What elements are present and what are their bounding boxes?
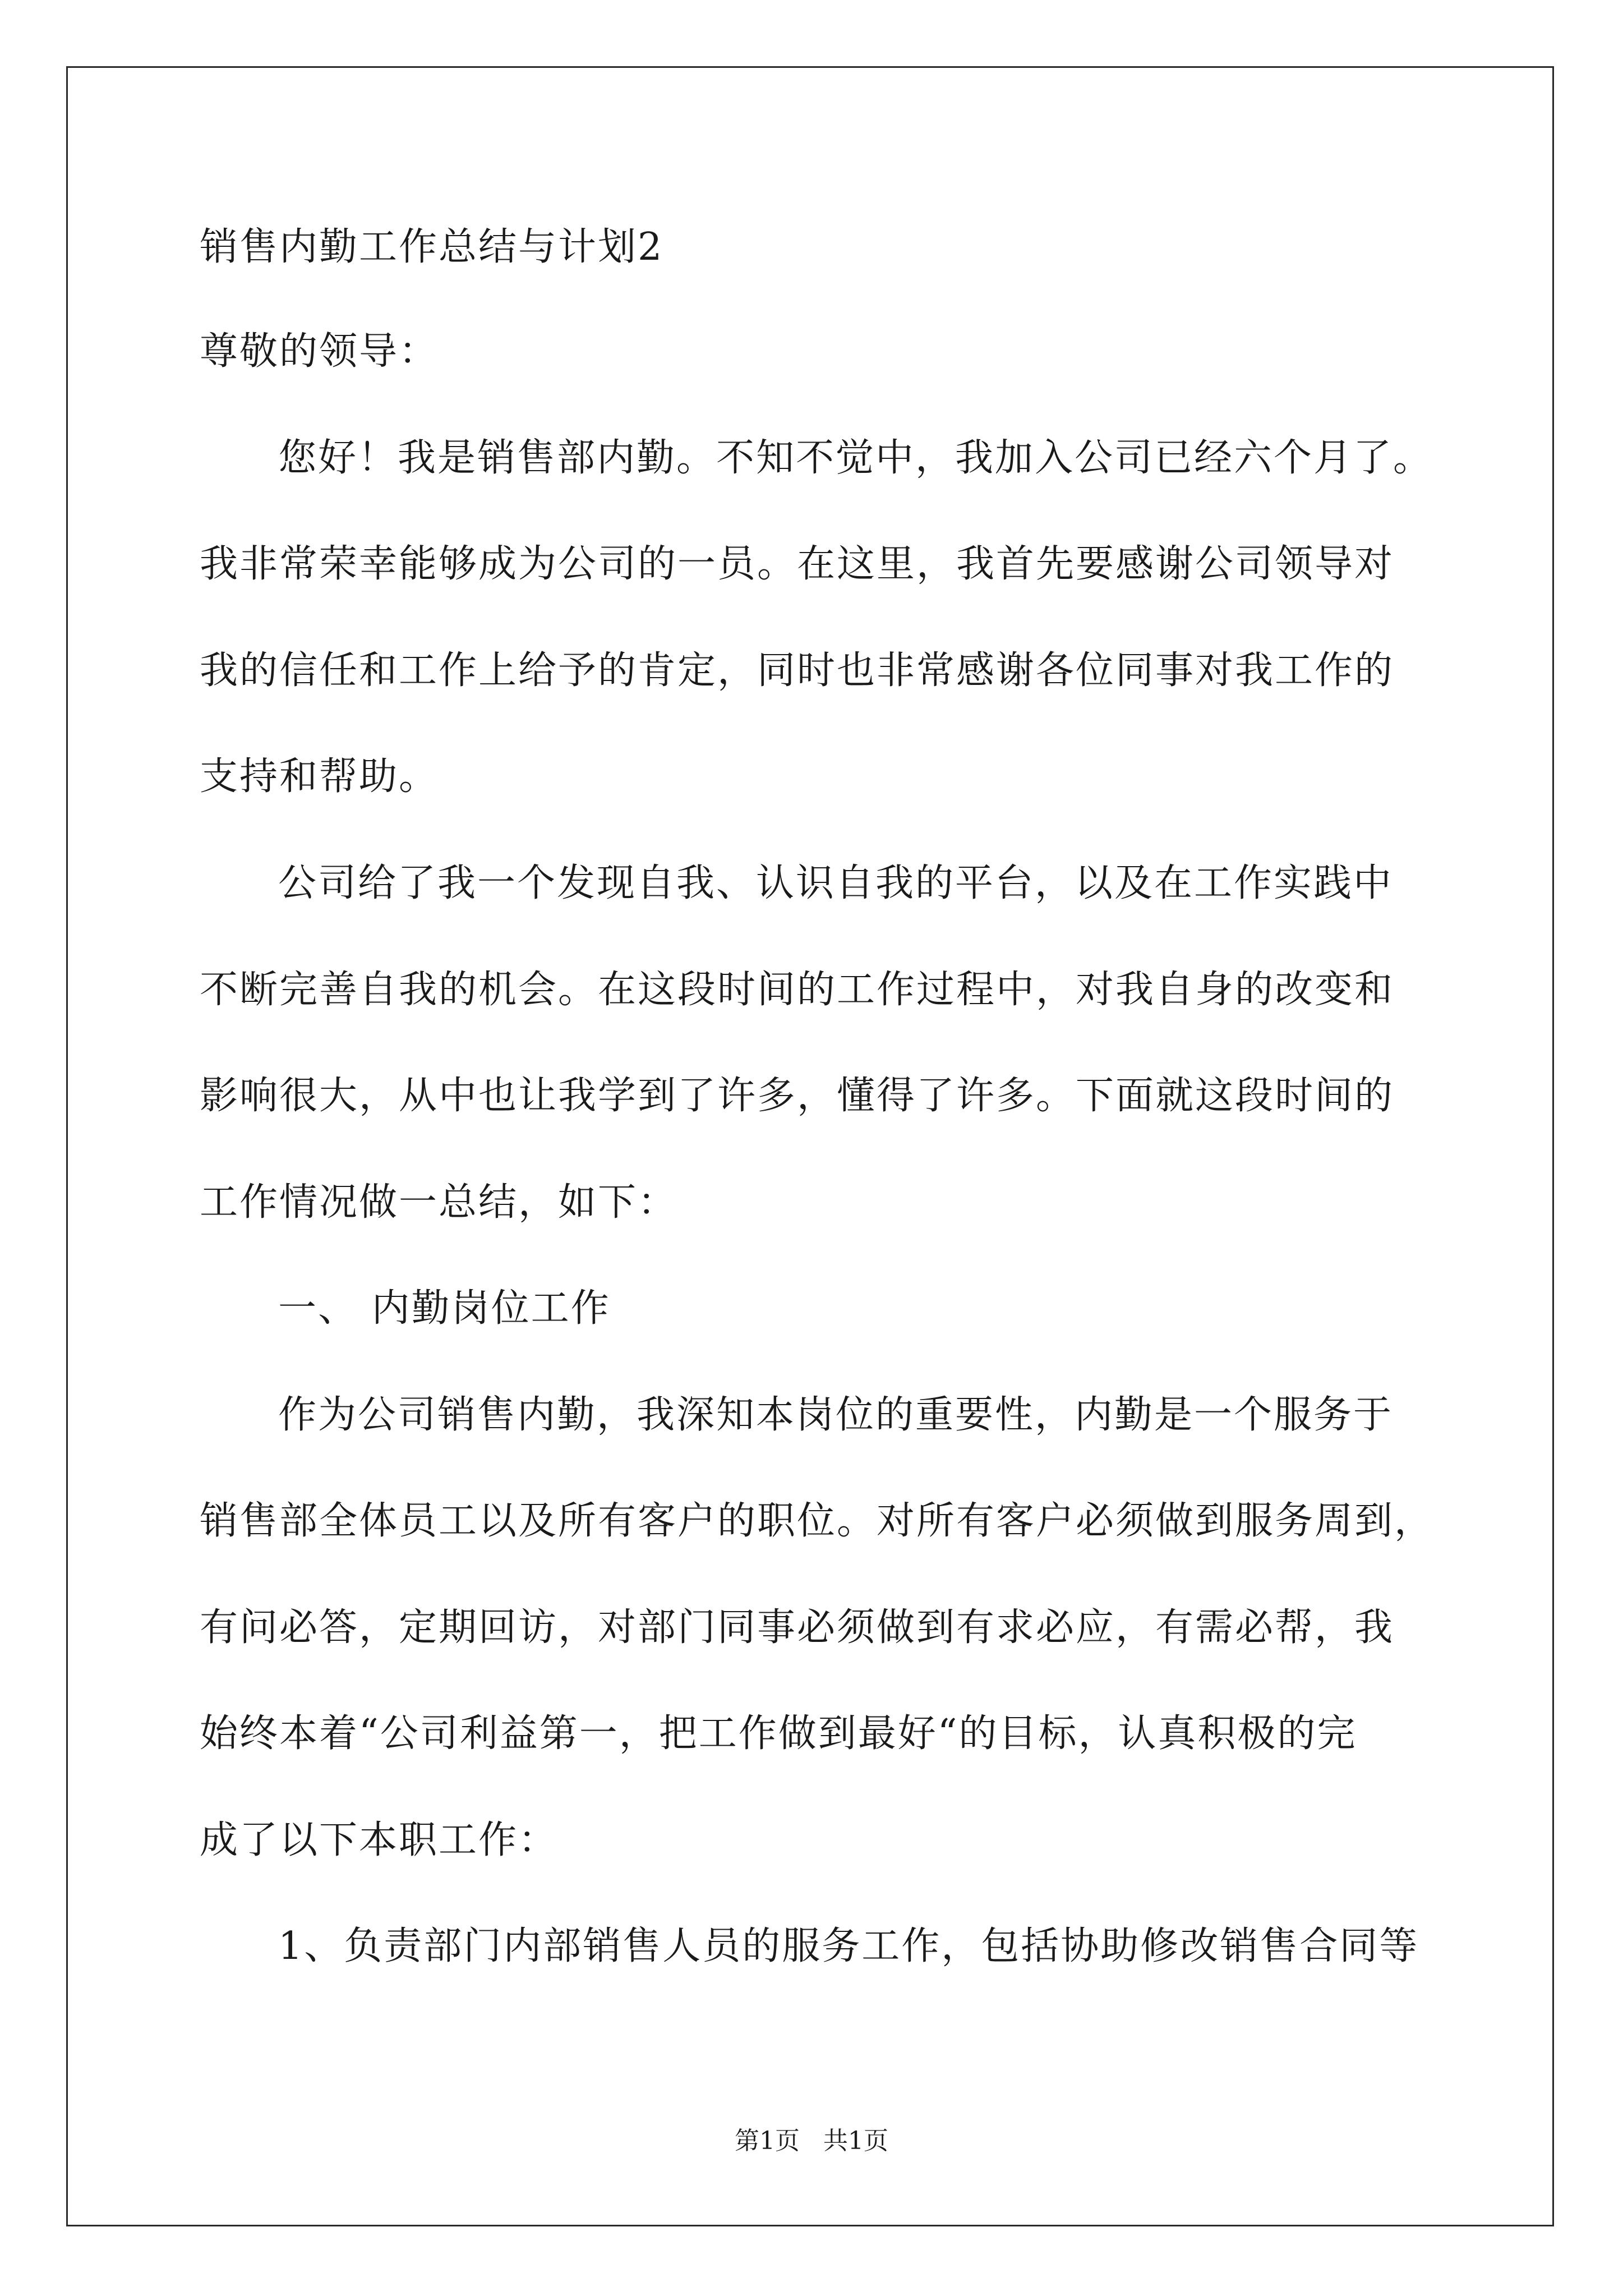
paragraph-line: 成了以下本职工作：: [200, 1818, 559, 1862]
paragraph-line: 支持和帮助。: [200, 754, 439, 799]
paragraph-line: 不断完善自我的机会。在这段时间的工作过程中，对我自身的改变和: [200, 968, 1395, 1012]
document-title: 销售内勤工作总结与计划2: [200, 225, 664, 269]
paragraph-line: 您好！我是销售部内勤。不知不觉中，我加入公司已经六个月了。: [278, 436, 1433, 480]
page-border: [66, 66, 1554, 2226]
paragraph-line: 有问必答，定期回访，对部门同事必须做到有求必应，有需必帮，我: [200, 1605, 1395, 1650]
paragraph-line: 我非常荣幸能够成为公司的一员。在这里，我首先要感谢公司领导对: [200, 542, 1395, 586]
paragraph-line: 工作情况做一总结，如下：: [200, 1180, 678, 1225]
paragraph-line: 1、负责部门内部销售人员的服务工作，包括协助修改销售合同等: [278, 1924, 1419, 1968]
paragraph-line: 公司给了我一个发现自我、认识自我的平台，以及在工作实践中: [278, 861, 1394, 905]
page-number-footer: 第1页 共1页: [735, 2127, 888, 2155]
paragraph-line: 始终本着“公司利益第一，把工作做到最好“的目标，认真积极的完: [200, 1711, 1357, 1756]
salutation: 尊敬的领导：: [200, 329, 439, 374]
section-heading: 一、 内勤岗位工作: [278, 1286, 611, 1331]
paragraph-line: 销售部全体员工以及所有客户的职位。对所有客户必须做到服务周到，: [200, 1499, 1435, 1543]
paragraph-line: 我的信任和工作上给予的肯定，同时也非常感谢各位同事对我工作的: [200, 648, 1395, 693]
paragraph-line: 影响很大，从中也让我学到了许多，懂得了许多。下面就这段时间的: [200, 1074, 1395, 1118]
paragraph-line: 作为公司销售内勤，我深知本岗位的重要性，内勤是一个服务于: [278, 1393, 1394, 1437]
